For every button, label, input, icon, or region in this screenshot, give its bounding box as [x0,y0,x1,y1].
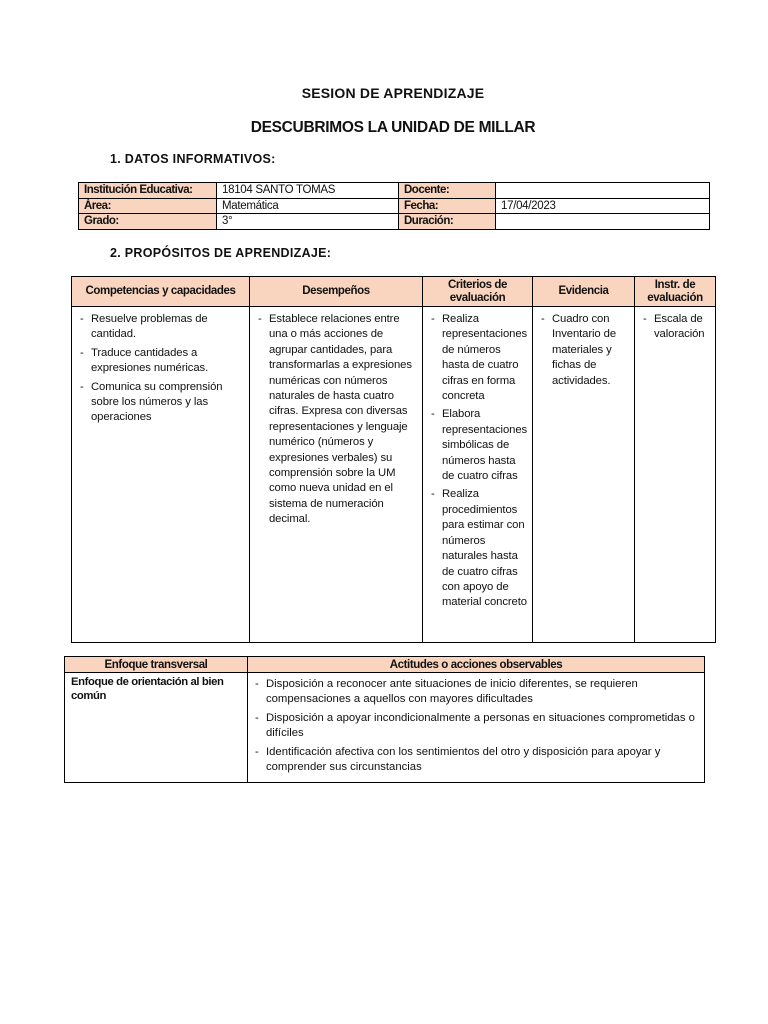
competencia-item: - Resuelve problemas de cantidad. [72,312,245,343]
duracion-value [496,214,710,230]
competencia-item: - Comunica su comprensión sobre los números y las operaciones [72,380,245,426]
instrumento-cell: - Escala de valoración [635,307,716,643]
fecha-value: 17/04/2023 [496,198,710,214]
instrumento-text: Escala de valoración [654,313,705,341]
criterio-item: - Elabora representaciones simbólicas de números hasta de cuatro cifras [423,407,528,484]
grado-label: Grado: [79,214,217,230]
enfoque-table [64,656,705,783]
fecha-label: Fecha: [399,198,496,214]
actitud-item: - Disposición a apoyar incondicionalmente a personas en situaciones comprometidas o difíciles [248,711,700,742]
col-competencias: Competencias y capacidades [72,277,250,307]
propositos-heading: 2. PROPÓSITOS DE APRENDIZAJE: [110,246,332,260]
area-value: Matemática [217,198,399,214]
col-desempenos: Desempeños [250,277,423,307]
session-title: SESION DE APRENDIZAJE [301,85,485,101]
propositos-table [71,276,716,643]
actitudes-cell [248,673,705,783]
docente-label: Docente: [399,183,496,199]
datos-table [78,182,710,230]
area-label: Área: [79,198,217,214]
duracion-label: Duración: [399,214,496,230]
desempeno-text: Establece relaciones entre una o más acciones de agrupar cantidades, para transformarlas a expresiones numéricas con números naturales de hasta cuatro cifras. Expresa con diversas representaciones y lenguaje numérico (números y expresiones verbales) su comprensión sobre la UM como nueva unidad en el sistema de numeración decimal. [269,313,412,526]
institucion-value: 18104 SANTO TOMAS [217,183,399,199]
col-actitudes: Actitudes o acciones observables [248,657,705,673]
grado-value: 3° [217,214,399,230]
criterios-cell [423,307,533,643]
institucion-label: Institución Educativa: [79,183,217,199]
actitud-item: - Disposición a reconocer ante situaciones de inicio diferentes, se requieren compensaciones a aquellos con mayores dificultades [248,677,700,708]
datos-heading: 1. DATOS INFORMATIVOS: [110,152,276,166]
evidencia-cell: - Cuadro con Inventario de materiales y fichas de actividades. [533,307,635,643]
criterio-item: - Realiza representaciones de números hasta de cuatro cifras en forma concreta [423,312,528,404]
col-evidencia: Evidencia [533,277,635,307]
col-criterios: Criterios de evaluación [423,277,533,307]
docente-value [496,183,710,199]
competencias-cell [72,307,250,643]
competencia-item: - Traduce cantidades a expresiones numéricas. [72,346,245,377]
col-enfoque: Enfoque transversal [65,657,248,673]
actitud-item: - Identificación afectiva con los sentimientos del otro y disposición para apoyar y comprender sus circunstancias [248,745,700,776]
col-instrumento: Instr. de evaluación [635,277,716,307]
criterio-item: - Realiza procedimientos para estimar con números naturales hasta de cuatro cifras con apoyo de material concreto [423,487,528,610]
desempeno-cell: - Establece relaciones entre una o más acciones de agrupar cantidades, para transformarlas a expresiones numéricas con números naturales de hasta cuatro cifras. Expresa con diversas representaciones y lenguaje numérico (números y expresiones verbales) su comprensión sobre la UM como nueva unidad en el sistema de numeración decimal. [250,307,423,643]
enfoque-name: Enfoque de orientación al bien común [65,673,248,783]
session-subtitle: DESCUBRIMOS LA UNIDAD DE MILLAR [250,119,536,136]
evidencia-text: Cuadro con Inventario de materiales y fichas de actividades. [552,313,617,387]
